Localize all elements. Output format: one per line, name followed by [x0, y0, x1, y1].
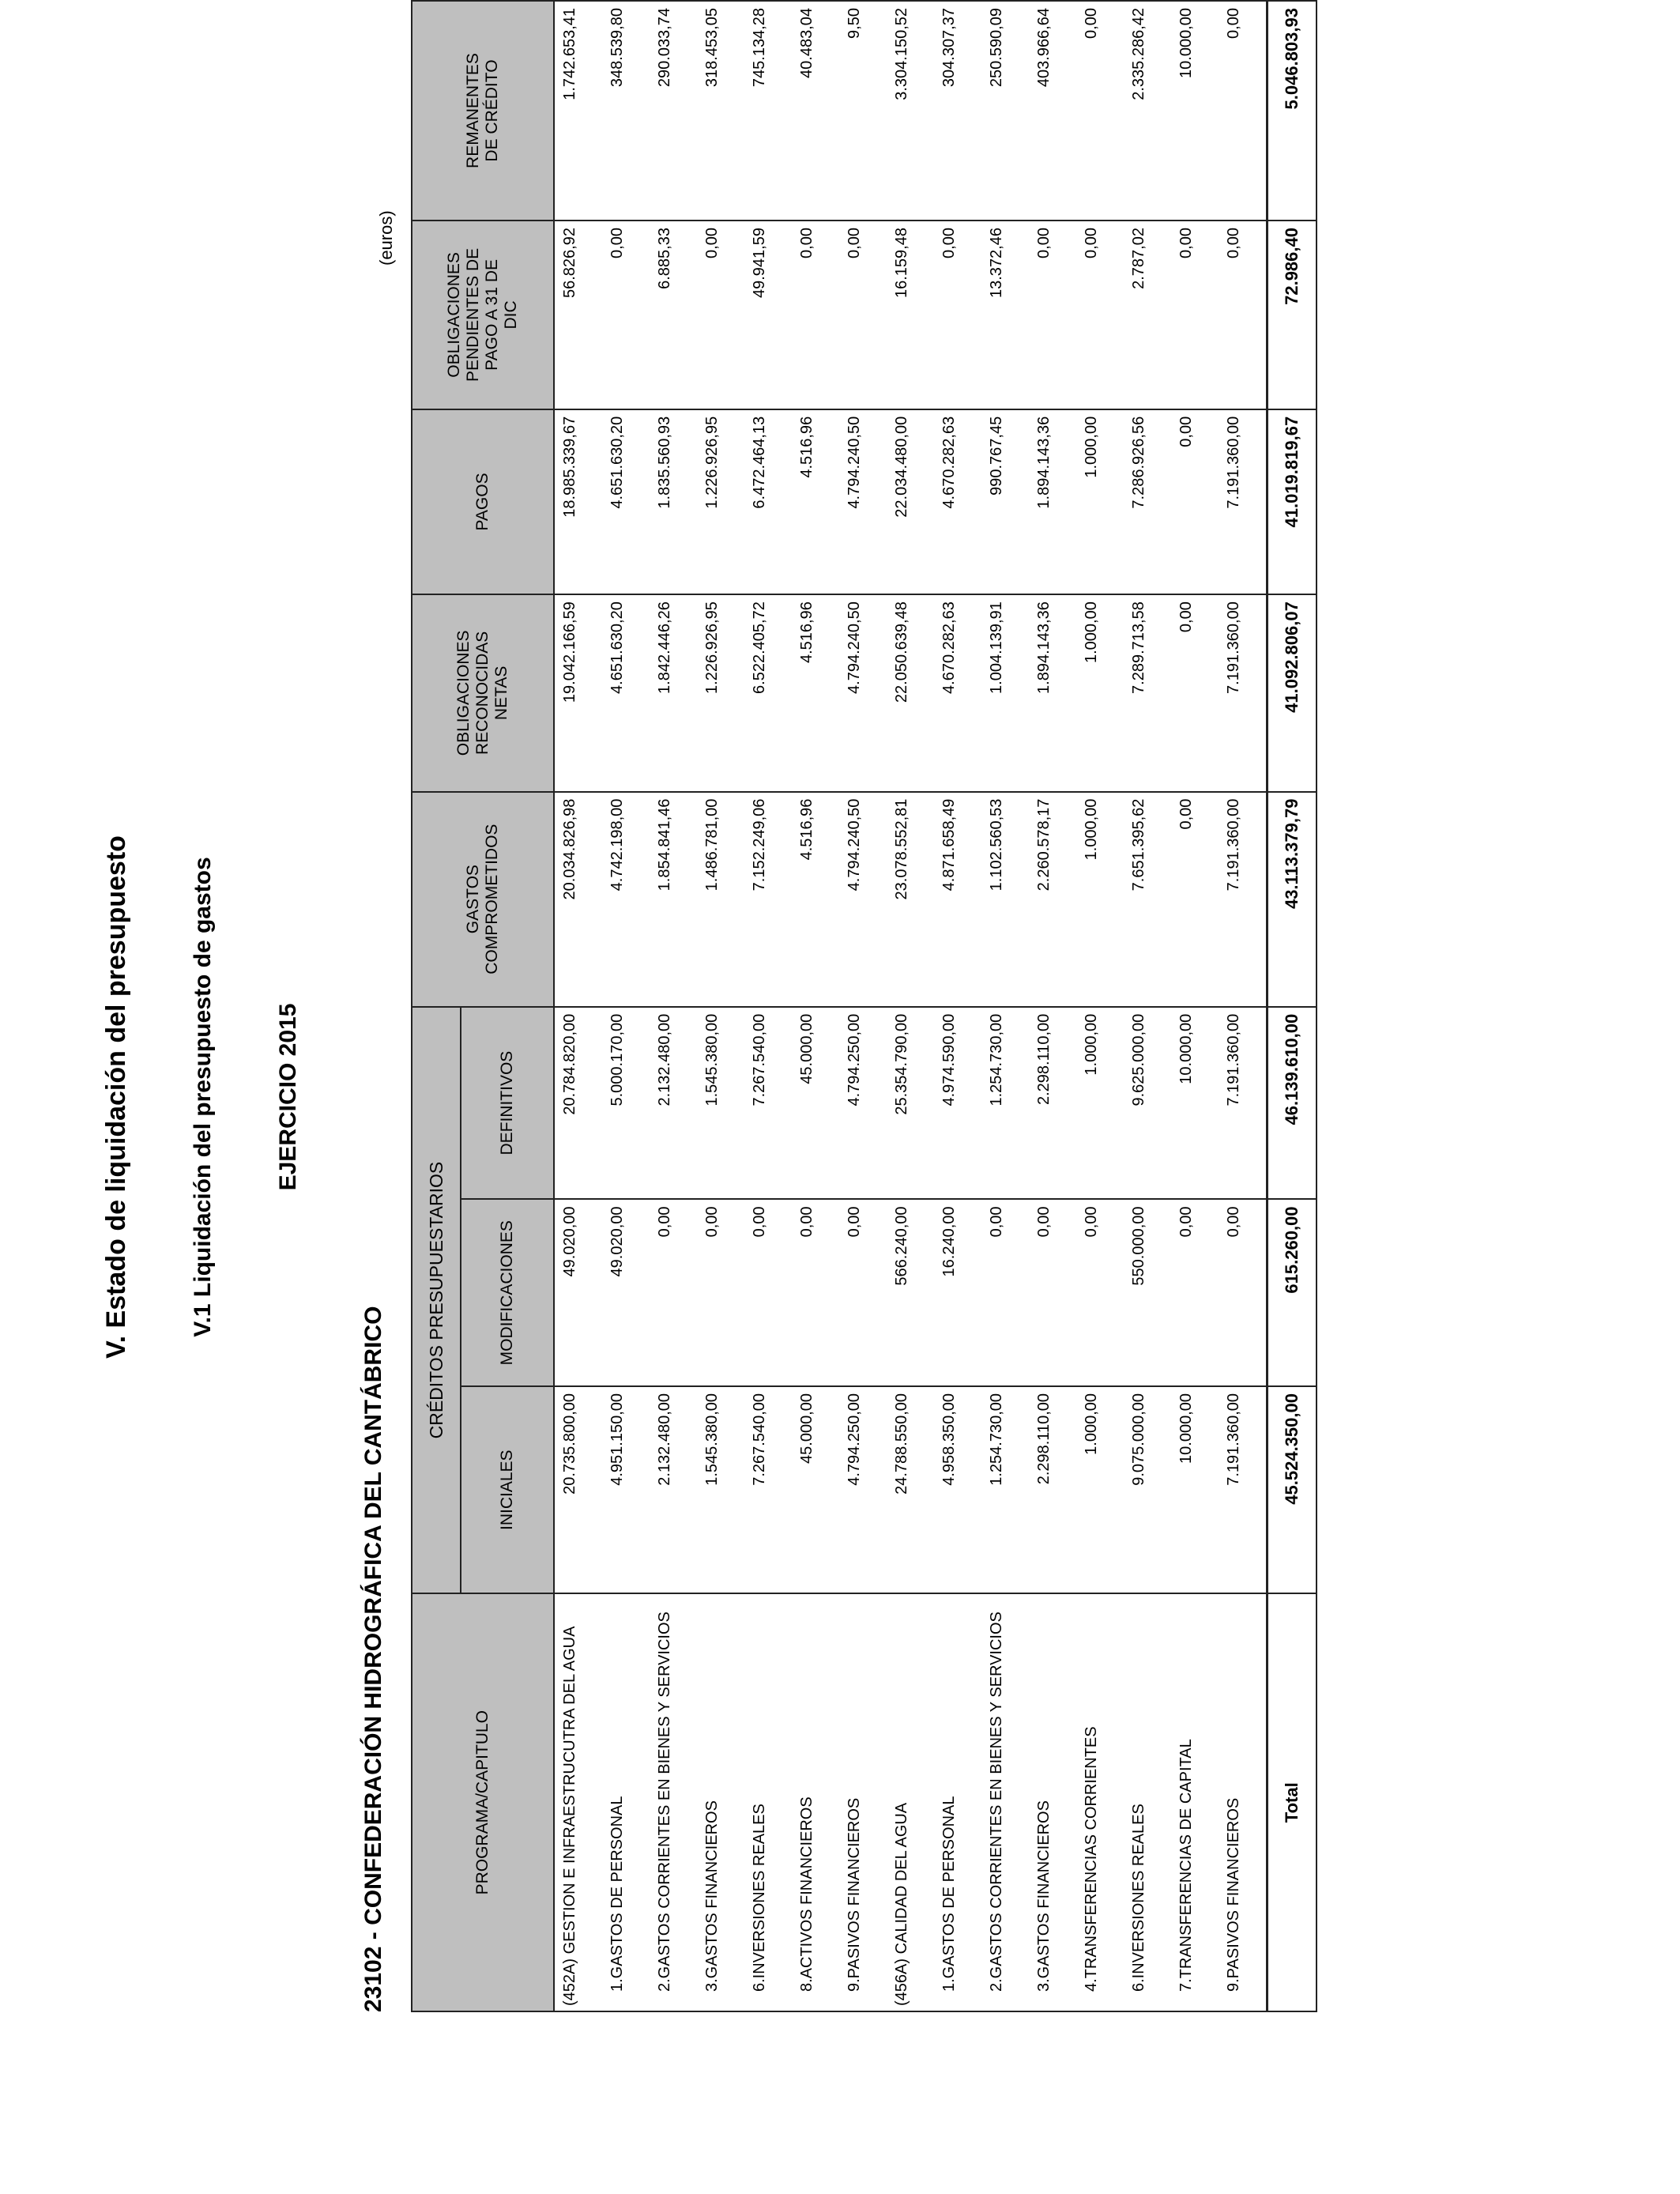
cell-obligaciones: 6.522.405,72 — [744, 594, 792, 791]
budget-table — [411, 0, 1317, 2012]
cell-iniciales: 7.267.540,00 — [744, 1386, 792, 1593]
cell-remanentes: 403.966,64 — [1029, 1, 1076, 221]
chapter-label: 6.INVERSIONES REALES — [1124, 1593, 1171, 2011]
cell-gastos: 2.260.578,17 — [1029, 792, 1076, 1007]
cell-pendientes: 49.941,59 — [744, 221, 792, 409]
cell-iniciales: 2.132.480,00 — [650, 1386, 697, 1593]
chapter-label: 2.GASTOS CORRIENTES EN BIENES Y SERVICIOS — [650, 1593, 697, 2011]
cell-modificaciones: 0,00 — [1029, 1199, 1076, 1386]
cell-pendientes: 0,00 — [934, 221, 981, 409]
cell-pagos: 6.472.464,13 — [744, 409, 792, 594]
cell-iniciales: 4.951.150,00 — [602, 1386, 650, 1593]
cell-pagos: 1.835.560,93 — [650, 409, 697, 594]
cell-pagos: 7.286.926,56 — [1124, 409, 1171, 594]
total-pendientes: 72.986,40 — [1268, 221, 1317, 409]
cell-modificaciones: 0,00 — [839, 1199, 887, 1386]
cell-remanentes: 0,00 — [1076, 1, 1124, 221]
table-row — [1076, 1, 1124, 2011]
cell-modificaciones: 0,00 — [1076, 1199, 1124, 1386]
cell-obligaciones: 1.894.143,36 — [1029, 594, 1076, 791]
cell-pagos: 1.894.143,36 — [1029, 409, 1076, 594]
cell-pendientes: 0,00 — [839, 221, 887, 409]
cell-gastos: 1.486.781,00 — [697, 792, 744, 1007]
cell-iniciales: 10.000,00 — [1171, 1386, 1219, 1593]
table-row — [602, 1, 650, 2011]
cell-pendientes: 56.826,92 — [554, 221, 602, 409]
fiscal-year: EJERCICIO 2015 — [275, 1003, 301, 1191]
chapter-label: 1.GASTOS DE PERSONAL — [934, 1593, 981, 2011]
cell-pagos: 1.000,00 — [1076, 409, 1124, 594]
cell-gastos: 23.078.552,81 — [887, 792, 934, 1007]
cell-remanentes: 1.742.653,41 — [554, 1, 602, 221]
cell-definitivos: 20.784.820,00 — [554, 1007, 602, 1200]
cell-definitivos: 2.298.110,00 — [1029, 1007, 1076, 1200]
cell-definitivos: 25.354.790,00 — [887, 1007, 934, 1200]
header-iniciales: INICIALES — [461, 1386, 554, 1593]
cell-pagos: 4.516,96 — [792, 409, 839, 594]
cell-remanentes: 9,50 — [839, 1, 887, 221]
total-modificaciones: 615.260,00 — [1268, 1199, 1317, 1386]
cell-remanentes: 318.453,05 — [697, 1, 744, 221]
cell-remanentes: 348.539,80 — [602, 1, 650, 221]
cell-definitivos: 45.000,00 — [792, 1007, 839, 1200]
entity-name: 23102 - CONFEDERACIÓN HIDROGRÁFICA DEL CANTÁBRICO — [360, 1306, 386, 2012]
cell-remanentes: 2.335.286,42 — [1124, 1, 1171, 221]
cell-remanentes: 304.307,37 — [934, 1, 981, 221]
table-row — [839, 1, 887, 2011]
cell-modificaciones: 0,00 — [1219, 1199, 1268, 1386]
cell-iniciales: 9.075.000,00 — [1124, 1386, 1171, 1593]
currency-unit: (euros) — [376, 210, 396, 266]
cell-iniciales: 7.191.360,00 — [1219, 1386, 1268, 1593]
chapter-label: 3.GASTOS FINANCIEROS — [1029, 1593, 1076, 2011]
cell-modificaciones: 0,00 — [650, 1199, 697, 1386]
header-creditos-group: CRÉDITOS PRESUPUESTARIOS — [412, 1007, 461, 1594]
total-remanentes: 5.046.803,93 — [1268, 1, 1317, 221]
cell-definitivos: 1.000,00 — [1076, 1007, 1124, 1200]
cell-modificaciones: 0,00 — [981, 1199, 1029, 1386]
cell-pendientes: 0,00 — [1219, 221, 1268, 409]
header-remanentes: REMANENTES DE CRÉDITO — [412, 1, 554, 221]
cell-iniciales: 24.788.550,00 — [887, 1386, 934, 1593]
total-gastos: 43.113.379,79 — [1268, 792, 1317, 1007]
cell-definitivos: 5.000.170,00 — [602, 1007, 650, 1200]
chapter-label: 8.ACTIVOS FINANCIEROS — [792, 1593, 839, 2011]
cell-pagos: 1.226.926,95 — [697, 409, 744, 594]
cell-pagos: 4.651.630,20 — [602, 409, 650, 594]
cell-obligaciones: 4.670.282,63 — [934, 594, 981, 791]
cell-remanentes: 290.033,74 — [650, 1, 697, 221]
cell-gastos: 7.191.360,00 — [1219, 792, 1268, 1007]
report-title: V. Estado de liquidación del presupuesto — [101, 835, 131, 1359]
cell-obligaciones: 1.004.139,91 — [981, 594, 1029, 791]
cell-pagos: 4.670.282,63 — [934, 409, 981, 594]
chapter-label: 9.PASIVOS FINANCIEROS — [1219, 1593, 1268, 2011]
table-row — [1029, 1, 1076, 2011]
cell-obligaciones: 7.191.360,00 — [1219, 594, 1268, 791]
table-row — [744, 1, 792, 2011]
header-modificaciones: MODIFICACIONES — [461, 1199, 554, 1386]
total-label: Total — [1268, 1593, 1317, 2011]
program-label: (452A) GESTION E INFRAESTRUCUTRA DEL AGUA — [554, 1593, 602, 2011]
cell-remanentes: 0,00 — [1219, 1, 1268, 221]
header-obligaciones: OBLIGACIONES RECONOCIDAS NETAS — [412, 594, 554, 791]
cell-pendientes: 0,00 — [1171, 221, 1219, 409]
total-definitivos: 46.139.610,00 — [1268, 1007, 1317, 1200]
table-row — [887, 1, 934, 2011]
cell-gastos: 7.651.395,62 — [1124, 792, 1171, 1007]
cell-pendientes: 6.885,33 — [650, 221, 697, 409]
cell-modificaciones: 0,00 — [697, 1199, 744, 1386]
chapter-label: 3.GASTOS FINANCIEROS — [697, 1593, 744, 2011]
cell-pendientes: 0,00 — [602, 221, 650, 409]
cell-definitivos: 1.545.380,00 — [697, 1007, 744, 1200]
chapter-label: 9.PASIVOS FINANCIEROS — [839, 1593, 887, 2011]
cell-modificaciones: 0,00 — [1171, 1199, 1219, 1386]
cell-pendientes: 0,00 — [1029, 221, 1076, 409]
cell-remanentes: 10.000,00 — [1171, 1, 1219, 221]
header-pendientes: OBLIGACIONES PENDIENTES DE PAGO A 31 DE DIC — [412, 221, 554, 409]
cell-obligaciones: 1.842.446,26 — [650, 594, 697, 791]
cell-iniciales: 4.958.350,00 — [934, 1386, 981, 1593]
cell-obligaciones: 0,00 — [1171, 594, 1219, 791]
chapter-label: 6.INVERSIONES REALES — [744, 1593, 792, 2011]
cell-gastos: 4.871.658,49 — [934, 792, 981, 1007]
chapter-label: 7.TRANSFERENCIAS DE CAPITAL — [1171, 1593, 1219, 2011]
cell-obligaciones: 19.042.166,59 — [554, 594, 602, 791]
cell-pagos: 0,00 — [1171, 409, 1219, 594]
cell-obligaciones: 4.516,96 — [792, 594, 839, 791]
cell-pendientes: 0,00 — [1076, 221, 1124, 409]
cell-iniciales: 2.298.110,00 — [1029, 1386, 1076, 1593]
cell-obligaciones: 1.000,00 — [1076, 594, 1124, 791]
cell-gastos: 20.034.826,98 — [554, 792, 602, 1007]
cell-iniciales: 45.000,00 — [792, 1386, 839, 1593]
cell-obligaciones: 4.794.240,50 — [839, 594, 887, 791]
table-row — [554, 1, 602, 2011]
cell-definitivos: 4.794.250,00 — [839, 1007, 887, 1200]
cell-obligaciones: 4.651.630,20 — [602, 594, 650, 791]
cell-modificaciones: 0,00 — [792, 1199, 839, 1386]
header-definitivos: DEFINITIVOS — [461, 1007, 554, 1200]
cell-definitivos: 1.254.730,00 — [981, 1007, 1029, 1200]
program-label: (456A) CALIDAD DEL AGUA — [887, 1593, 934, 2011]
cell-obligaciones: 22.050.639,48 — [887, 594, 934, 791]
table-body — [554, 1, 1268, 2011]
table-row — [981, 1, 1029, 2011]
cell-modificaciones: 16.240,00 — [934, 1199, 981, 1386]
cell-modificaciones: 0,00 — [744, 1199, 792, 1386]
cell-definitivos: 7.267.540,00 — [744, 1007, 792, 1200]
cell-definitivos: 9.625.000,00 — [1124, 1007, 1171, 1200]
header-gastos: GASTOS COMPROMETIDOS — [412, 792, 554, 1007]
cell-pagos: 18.985.339,67 — [554, 409, 602, 594]
cell-modificaciones: 49.020,00 — [554, 1199, 602, 1386]
cell-gastos: 4.516,96 — [792, 792, 839, 1007]
cell-remanentes: 745.134,28 — [744, 1, 792, 221]
cell-modificaciones: 49.020,00 — [602, 1199, 650, 1386]
table-row — [1219, 1, 1268, 2011]
chapter-label: 1.GASTOS DE PERSONAL — [602, 1593, 650, 2011]
header-program: PROGRAMA/CAPITULO — [412, 1593, 554, 2011]
report-subtitle: V.1 Liquidación del presupuesto de gastos — [190, 857, 216, 1337]
header-pagos: PAGOS — [412, 409, 554, 594]
total-pagos: 41.019.819,67 — [1268, 409, 1317, 594]
cell-iniciales: 1.000,00 — [1076, 1386, 1124, 1593]
cell-definitivos: 4.974.590,00 — [934, 1007, 981, 1200]
cell-iniciales: 4.794.250,00 — [839, 1386, 887, 1593]
cell-obligaciones: 1.226.926,95 — [697, 594, 744, 791]
table-row — [934, 1, 981, 2011]
cell-gastos: 4.794.240,50 — [839, 792, 887, 1007]
cell-remanentes: 250.590,09 — [981, 1, 1029, 221]
total-row — [1268, 1, 1317, 2011]
cell-obligaciones: 7.289.713,58 — [1124, 594, 1171, 791]
cell-gastos: 4.742.198,00 — [602, 792, 650, 1007]
cell-modificaciones: 566.240,00 — [887, 1199, 934, 1386]
cell-gastos: 7.152.249,06 — [744, 792, 792, 1007]
table-row — [792, 1, 839, 2011]
cell-pagos: 4.794.240,50 — [839, 409, 887, 594]
chapter-label: 2.GASTOS CORRIENTES EN BIENES Y SERVICIOS — [981, 1593, 1029, 2011]
cell-pagos: 990.767,45 — [981, 409, 1029, 594]
cell-remanentes: 40.483,04 — [792, 1, 839, 221]
cell-pendientes: 13.372,46 — [981, 221, 1029, 409]
table-row — [650, 1, 697, 2011]
cell-pagos: 22.034.480,00 — [887, 409, 934, 594]
cell-definitivos: 7.191.360,00 — [1219, 1007, 1268, 1200]
cell-modificaciones: 550.000,00 — [1124, 1199, 1171, 1386]
table-row — [1124, 1, 1171, 2011]
cell-pendientes: 0,00 — [792, 221, 839, 409]
cell-iniciales: 1.545.380,00 — [697, 1386, 744, 1593]
total-iniciales: 45.524.350,00 — [1268, 1386, 1317, 1593]
cell-pendientes: 2.787,02 — [1124, 221, 1171, 409]
cell-definitivos: 10.000,00 — [1171, 1007, 1219, 1200]
cell-definitivos: 2.132.480,00 — [650, 1007, 697, 1200]
total-obligaciones: 41.092.806,07 — [1268, 594, 1317, 791]
cell-gastos: 1.102.560,53 — [981, 792, 1029, 1007]
cell-gastos: 1.000,00 — [1076, 792, 1124, 1007]
table-row — [1171, 1, 1219, 2011]
cell-pagos: 7.191.360,00 — [1219, 409, 1268, 594]
cell-pendientes: 0,00 — [697, 221, 744, 409]
cell-gastos: 1.854.841,46 — [650, 792, 697, 1007]
chapter-label: 4.TRANSFERENCIAS CORRIENTES — [1076, 1593, 1124, 2011]
cell-iniciales: 20.735.800,00 — [554, 1386, 602, 1593]
cell-iniciales: 1.254.730,00 — [981, 1386, 1029, 1593]
cell-pendientes: 16.159,48 — [887, 221, 934, 409]
table-row — [697, 1, 744, 2011]
cell-remanentes: 3.304.150,52 — [887, 1, 934, 221]
cell-gastos: 0,00 — [1171, 792, 1219, 1007]
